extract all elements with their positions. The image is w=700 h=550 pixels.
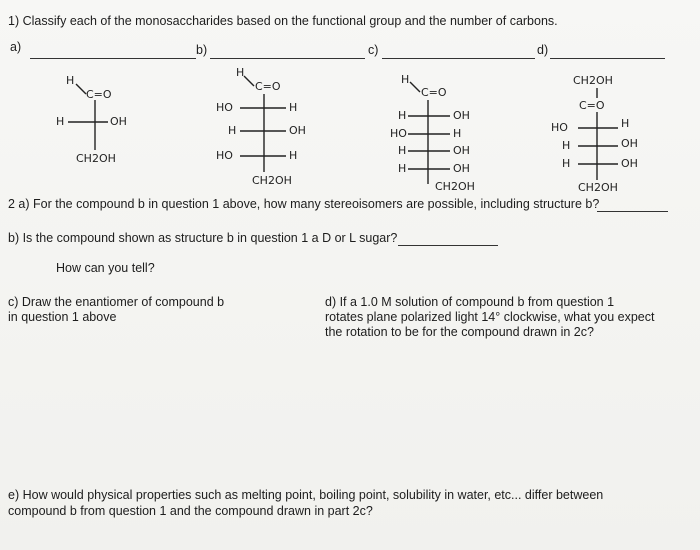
structure-b-carbonyl: C=O [255, 80, 281, 93]
structure-d-carbonyl: C=O [579, 99, 605, 112]
structure-d-row2-left: H [562, 139, 571, 152]
structure-b-row1-left: HO [216, 101, 233, 114]
structure-d-top: CH2OH [573, 74, 613, 87]
question-2e-line1: e) How would physical properties such as melting point, boiling point, solubility in water, etc... differ between [8, 488, 604, 502]
structure-c-row1-left: H [398, 109, 407, 122]
blank-label-d: d) [537, 43, 549, 57]
blank-label-c: c) [368, 43, 379, 57]
question-2a-prompt: 2 a) For the compound b in question 1 above, how many stereoisomers are possible, including structure b? [8, 197, 600, 211]
structure-c-top-h: H [401, 73, 410, 86]
structure-c-row3-right: OH [453, 144, 470, 157]
structure-c-row2-right: H [453, 127, 462, 140]
structure-c-row4-left: H [398, 162, 407, 175]
structure-a-row1-right: OH [110, 115, 127, 128]
structure-b-row3-right: H [289, 149, 298, 162]
question-2c-line2: in question 1 above [8, 310, 117, 324]
structure-b-row3-left: HO [216, 149, 233, 162]
structure-c-row2-left: HO [390, 127, 407, 140]
structure-c-row3-left: H [398, 144, 407, 157]
structure-a-row1-left: H [56, 115, 65, 128]
question-1-prompt: 1) Classify each of the monosaccharides based on the functional group and the number of carbons. [8, 14, 558, 28]
structure-d-row3-right: OH [621, 157, 638, 170]
structure-b-bottom: CH2OH [252, 174, 292, 187]
structure-a-bottom: CH2OH [76, 152, 116, 165]
structure-d-row3-left: H [562, 157, 571, 170]
structure-a-top-h: H [66, 74, 75, 87]
structure-a-carbonyl: C=O [86, 88, 112, 101]
blank-label-b: b) [196, 43, 208, 57]
question-2b-prompt: b) Is the compound shown as structure b in question 1 a D or L sugar? [8, 231, 398, 245]
structure-b-row1-right: H [289, 101, 298, 114]
structure-b-top-h: H [236, 66, 245, 79]
question-2d-line1: d) If a 1.0 M solution of compound b from question 1 [325, 295, 615, 309]
structure-b-row2-right: OH [289, 124, 306, 137]
question-2d-line2: rotates plane polarized light 14° clockwise, what you expect [325, 310, 655, 324]
structure-c-row1-right: OH [453, 109, 470, 122]
structure-d-row1-right: H [621, 117, 630, 130]
structure-b-row2-left: H [228, 124, 237, 137]
answer-blank-2a[interactable] [597, 211, 668, 212]
question-2b-follow-up: How can you tell? [56, 261, 155, 275]
question-2d-line3: the rotation to be for the compound drawn in 2c? [325, 325, 594, 339]
question-2c-line1: c) Draw the enantiomer of compound b [8, 295, 225, 309]
answer-blank-2b[interactable] [398, 245, 498, 246]
blank-label-a: a) [10, 40, 22, 54]
structure-d-row1-left: HO [551, 121, 568, 134]
structure-c-row4-right: OH [453, 162, 470, 175]
structure-c-carbonyl: C=O [421, 86, 447, 99]
structure-d-bottom: CH2OH [578, 181, 618, 194]
question-2e-line2: compound b from question 1 and the compound drawn in part 2c? [8, 504, 373, 518]
structure-d-row2-right: OH [621, 137, 638, 150]
structure-c-bottom: CH2OH [435, 180, 475, 193]
